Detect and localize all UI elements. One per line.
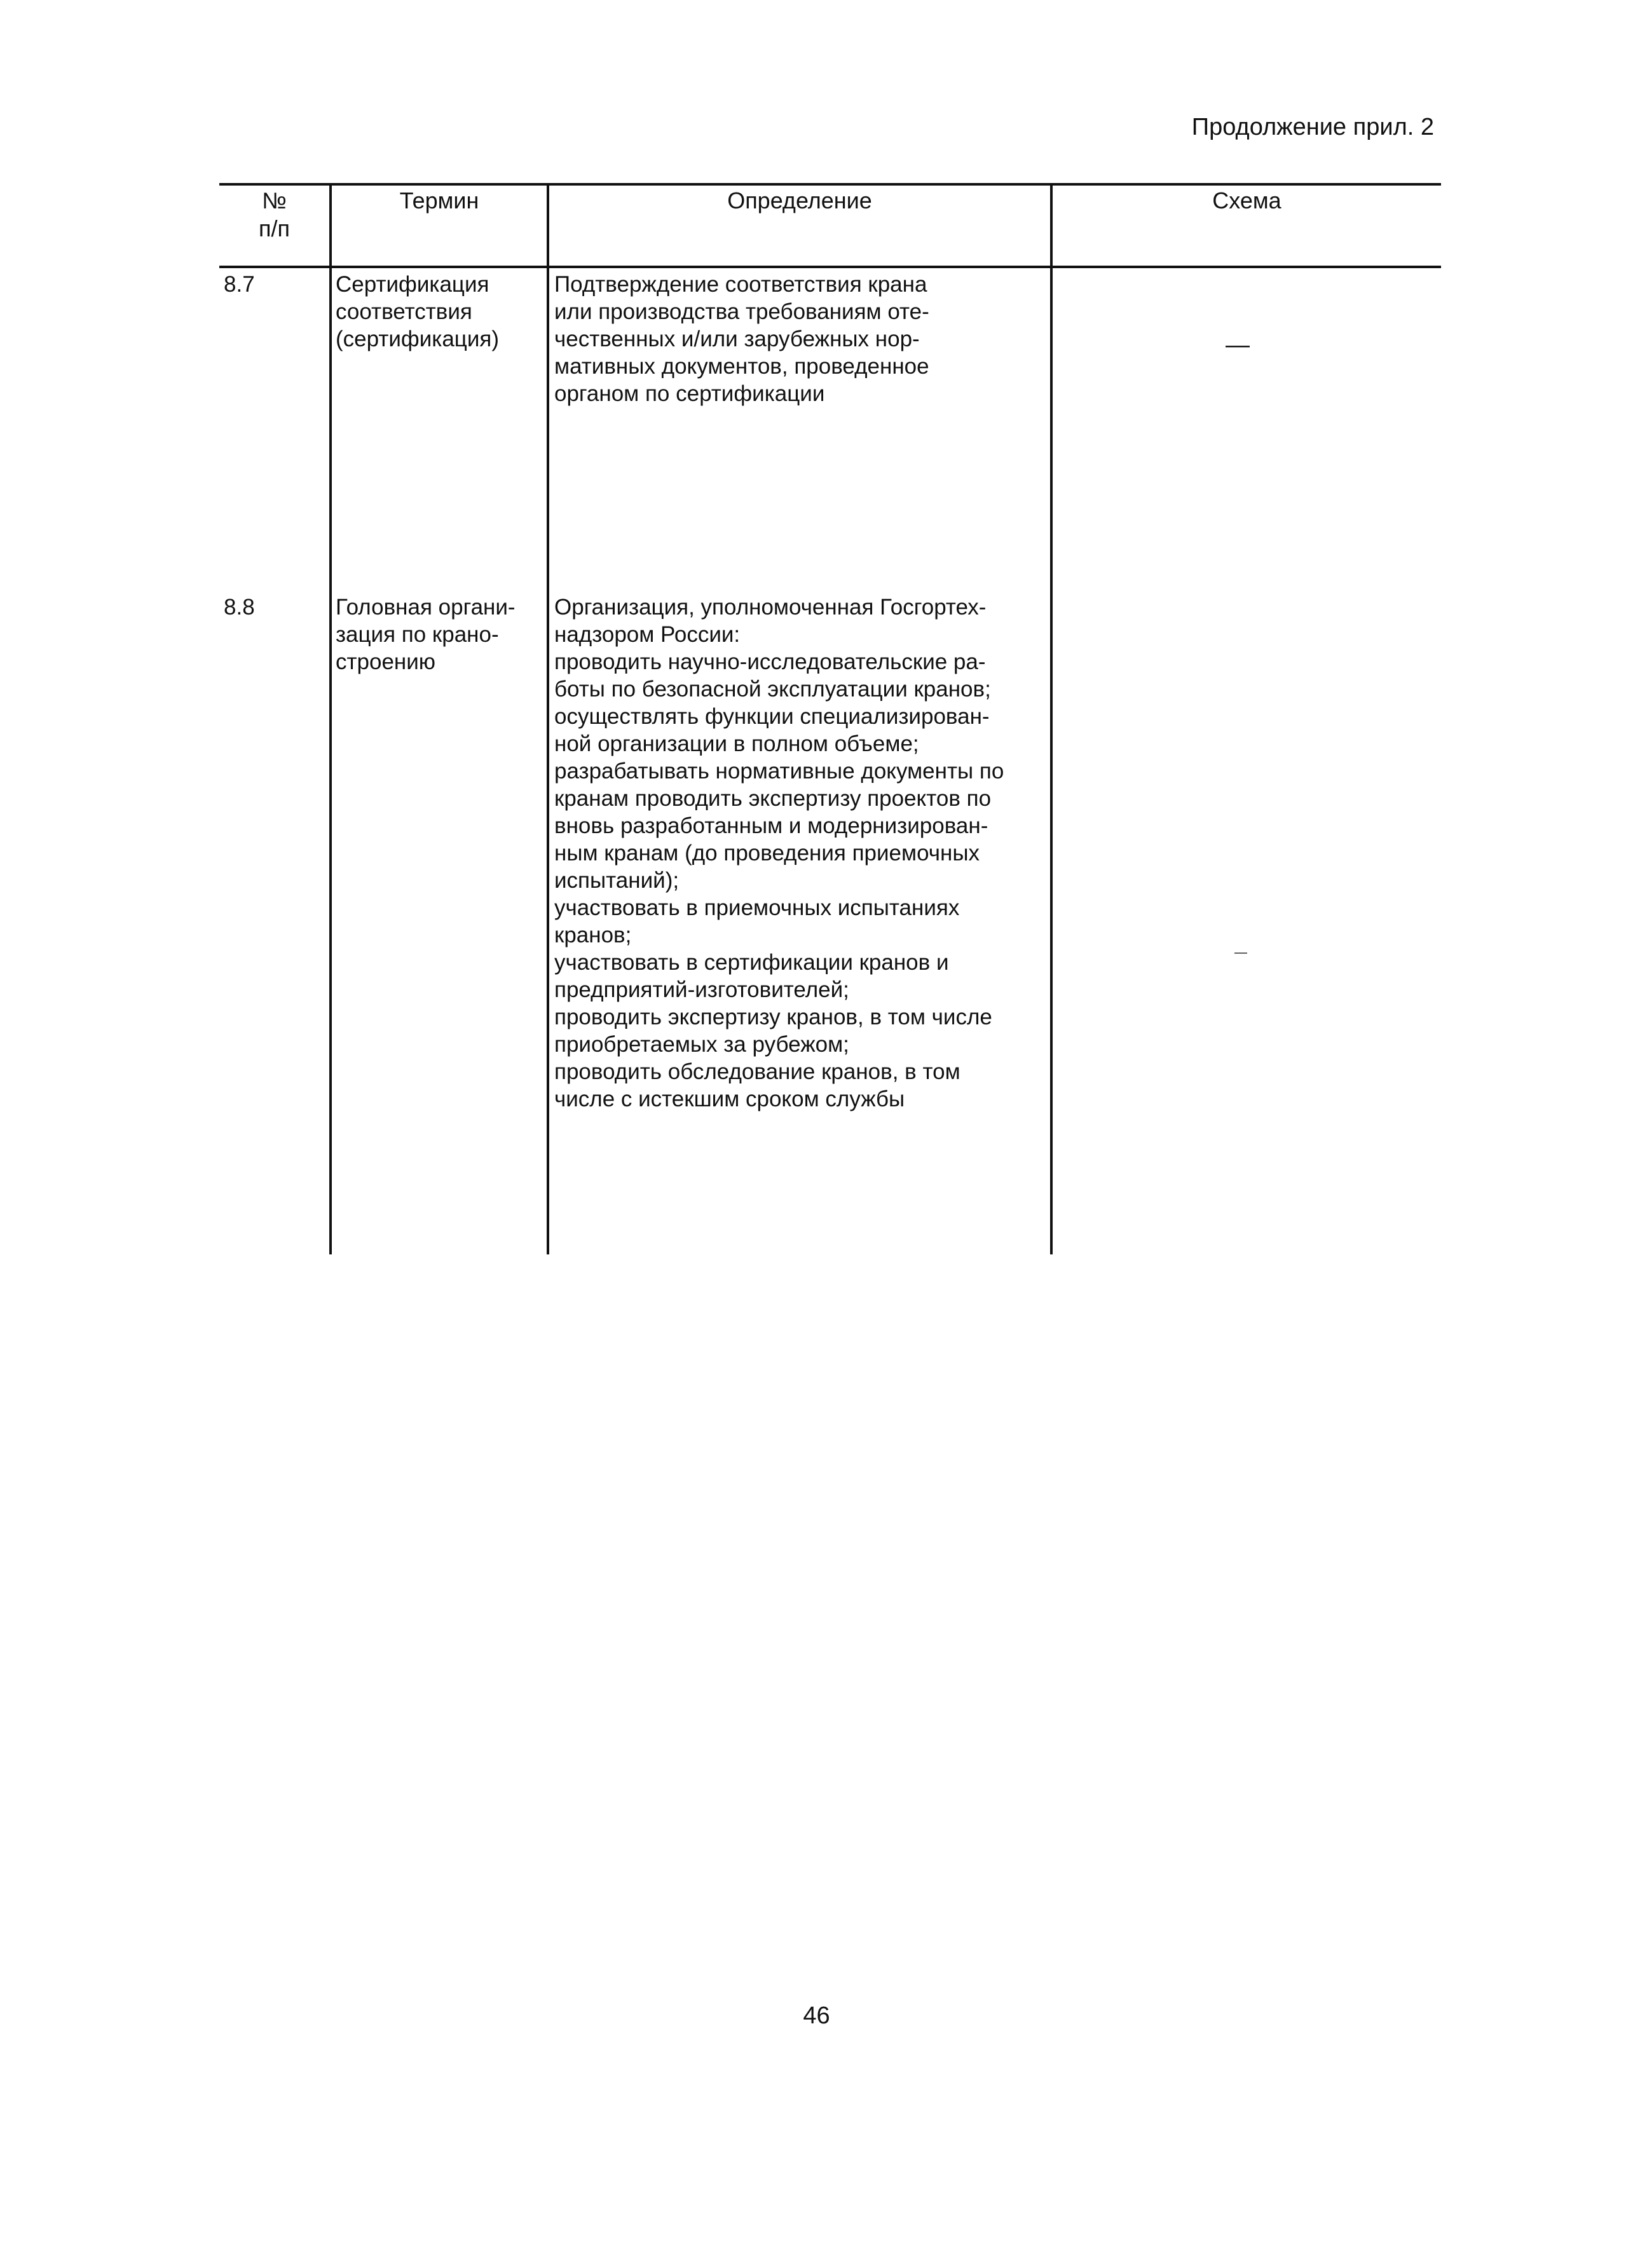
column-divider-scheme xyxy=(1050,183,1053,1254)
page-caption: Продолжение прил. 2 xyxy=(1191,114,1434,140)
row-term: Головная органи- зация по крано- строению xyxy=(336,595,516,674)
row-definition: Организация, уполномоченная Госгортех- надзором России: проводить научно-исследовательские ра- боты по безопасной эксплуатации кранов; осуществлять функции специализирован- ной организации в полном объеме; разрабатывать нормативные документы по кранам проводить экспертизу проектов по вновь разработанным и модернизирован- ным кранам (до проведения приемочных испытаний); участвовать в приемочных испытаниях кранов; участвовать в сертификации кранов и предприятий-изготовителей; проводить экспертизу кранов, в том числе приобретаемых за рубежом; проводить обследование кранов, в том числе с истекшим сроком службы xyxy=(554,595,1004,1111)
column-header-scheme: Схема xyxy=(1212,187,1281,214)
row-scheme-dash: — xyxy=(1226,332,1250,358)
column-header-term: Термин xyxy=(399,187,479,214)
row-definition: Подтверждение соответствия крана или производства требованиям оте- чественных и/или зарубежных нор- мативных документов, проведенное органом по сертификации xyxy=(554,272,929,406)
column-header-number: № п/п xyxy=(259,187,290,241)
column-divider-term xyxy=(329,183,332,1254)
row-number: 8.8 xyxy=(224,595,255,620)
column-header-definition: Определение xyxy=(727,187,872,214)
column-divider-definition xyxy=(547,183,549,1254)
row-term: Сертификация соответствия (сертификация) xyxy=(336,272,499,351)
header-bottom-rule xyxy=(219,266,1441,268)
table-top-rule xyxy=(219,183,1441,186)
row-number: 8.7 xyxy=(224,272,255,297)
row-scheme-dash: — xyxy=(1234,946,1247,960)
page-number: 46 xyxy=(803,2002,830,2029)
